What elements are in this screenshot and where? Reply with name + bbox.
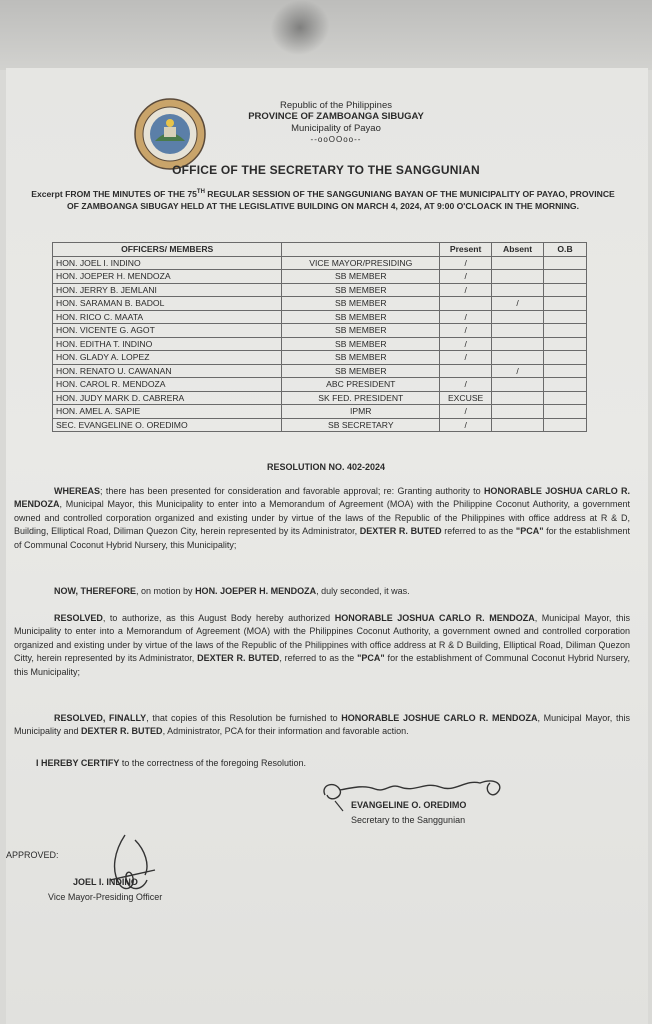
resolved-finally-administrator: DEXTER R. BUTED (81, 726, 163, 737)
resolved-administrator: DEXTER R. BUTED (197, 653, 280, 664)
excerpt-superscript: TH (196, 189, 205, 195)
member-name-cell: HON. CAROL R. MENDOZA (53, 378, 282, 392)
member-name-cell: HON. SARAMAN B. BADOL (53, 297, 282, 311)
table-row (53, 418, 587, 432)
approved-label: APPROVED: (6, 850, 59, 860)
attendance-header-row (53, 243, 587, 257)
absent-cell (492, 378, 544, 392)
table-row (53, 297, 587, 311)
whereas-text: ; there has been presented for consideration and favorable approval; re: Granting authority to (100, 486, 484, 496)
present-cell (440, 364, 492, 378)
present-cell: EXCUSE (440, 391, 492, 405)
absent-cell (492, 310, 544, 324)
whereas-administrator: DEXTER R. BUTED (359, 526, 442, 537)
member-position-cell: SB MEMBER (282, 283, 440, 297)
whereas-mayor-name: HONORABLE JOSHUA CARLO R. MENDOZA (14, 486, 631, 510)
resolved-mayor-name: HONORABLE JOSHUA CARLO R. MENDOZA (334, 613, 535, 623)
member-name-cell: HON. EDITHA T. INDINO (53, 337, 282, 351)
ob-cell (544, 324, 587, 338)
absent-cell (492, 270, 544, 284)
member-name-cell: SEC. EVANGELINE O. OREDIMO (53, 418, 282, 432)
member-position-cell: SB SECRETARY (282, 418, 440, 432)
now-therefore-paragraph (14, 585, 630, 598)
table-row (53, 270, 587, 284)
header-republic: Republic of the Philippines (280, 100, 392, 111)
present-cell: / (440, 337, 492, 351)
table-row (53, 256, 587, 270)
member-position-cell: SB MEMBER (282, 297, 440, 311)
resolved-finally-paragraph (14, 712, 630, 739)
whereas-text-2: , Municipal Mayor, this Municipality to enter into a Memorandum of Agreement (MOA) with the Philippine Coconut Authority, a government owned and controlled corporation organized and existing under by virtue of the laws of the Republic of the Philippines with office address at R & D, Building, Elliptical Road, Diliman Quezon City, herein represented by its Administrator, (14, 499, 630, 537)
ob-cell (544, 283, 587, 297)
secretary-name: EVANGELINE O. OREDIMO (351, 800, 467, 810)
member-name-cell: HON. GLADY A. LOPEZ (53, 351, 282, 365)
absent-cell (492, 256, 544, 270)
whereas-keyword: WHEREAS (54, 486, 101, 496)
table-row (53, 310, 587, 324)
member-position-cell: SB MEMBER (282, 364, 440, 378)
member-position-cell: SB MEMBER (282, 351, 440, 365)
secretary-title: Secretary to the Sanggunian (351, 815, 466, 825)
excerpt-text-cont: REGULAR SESSION OF THE SANGGUNIANG BAYAN OF THE MUNICIPALITY OF PAYAO, PROVINCE OF ZAMBOANGA SIBUGAY HELD AT THE LEGISLATIVE BUILDING ON MARCH 4, 2024, AT 9:00 O'CLOACK IN THE MORNING. (67, 188, 615, 211)
attendance-body (53, 256, 587, 432)
col-header-absent: Absent (492, 243, 544, 257)
col-header-present: Present (440, 243, 492, 257)
now-therefore-keyword: NOW, THEREFORE (54, 586, 137, 596)
absent-cell (492, 405, 544, 419)
ob-cell (544, 405, 587, 419)
excerpt-text: Excerpt FROM THE MINUTES OF THE 75 (31, 188, 197, 199)
present-cell: / (440, 418, 492, 432)
office-title: OFFICE OF THE SECRETARY TO THE SANGGUNIAN (172, 163, 480, 177)
table-row (53, 324, 587, 338)
resolved-keyword: RESOLVED (54, 613, 103, 623)
table-row (53, 351, 587, 365)
member-name-cell: HON. JERRY B. JEMLANI (53, 283, 282, 297)
member-position-cell: IPMR (282, 405, 440, 419)
certify-text: to the correctness of the foregoing Resolution. (119, 758, 306, 768)
member-position-cell: SK FED. PRESIDENT (282, 391, 440, 405)
absent-cell: / (492, 297, 544, 311)
resolved-finally-mayor: HONORABLE JOSHUE CARLO R. MENDOZA (341, 713, 538, 723)
table-row (53, 405, 587, 419)
present-cell (440, 297, 492, 311)
resolved-paragraph (14, 612, 630, 679)
resolution-number: RESOLUTION NO. 402-2024 (266, 462, 386, 472)
vice-mayor-name: JOEL I. INDINO (73, 877, 138, 887)
absent-cell (492, 324, 544, 338)
absent-cell (492, 337, 544, 351)
col-header-members: OFFICERS/ MEMBERS (53, 243, 282, 257)
absent-cell (492, 418, 544, 432)
member-name-cell: HON. RICO C. MAATA (53, 310, 282, 324)
ob-cell (544, 310, 587, 324)
member-name-cell: HON. AMEL A. SAPIE (53, 405, 282, 419)
now-therefore-text-2: , duly seconded, it was. (316, 586, 410, 596)
ob-cell (544, 337, 587, 351)
member-position-cell: SB MEMBER (282, 310, 440, 324)
table-row (53, 391, 587, 405)
whereas-text-4: for the establishment of Communal Coconut Hybrid Nursery, this Municipality; (14, 526, 630, 550)
vice-mayor-title: Vice Mayor-Presiding Officer (48, 892, 163, 902)
member-name-cell: HON. RENATO U. CAWANAN (53, 364, 282, 378)
present-cell: / (440, 283, 492, 297)
resolved-finally-text-2: , Municipal Mayor, this Municipality and (14, 713, 630, 737)
member-position-cell: VICE MAYOR/PRESIDING (282, 256, 440, 270)
col-header-ob: O.B (544, 243, 587, 257)
present-cell: / (440, 310, 492, 324)
member-name-cell: HON. VICENTE G. AGOT (53, 324, 282, 338)
table-row (53, 378, 587, 392)
header-province: PROVINCE OF ZAMBOANGA SIBUGAY (248, 111, 424, 122)
present-cell: / (440, 324, 492, 338)
present-cell: / (440, 405, 492, 419)
absent-cell (492, 283, 544, 297)
member-position-cell: ABC PRESIDENT (282, 378, 440, 392)
absent-cell (492, 391, 544, 405)
table-row (53, 283, 587, 297)
table-row (53, 364, 587, 378)
attendance-table (52, 242, 587, 432)
certify-keyword: I HEREBY CERTIFY (36, 758, 120, 768)
ob-cell (544, 270, 587, 284)
resolved-pca: "PCA" (357, 653, 385, 664)
col-header-position (282, 243, 440, 257)
ob-cell (544, 418, 587, 432)
resolved-finally-text: , that copies of this Resolution be furnished to (146, 713, 342, 723)
member-name-cell: HON. JOEL I. INDINO (53, 256, 282, 270)
member-position-cell: SB MEMBER (282, 324, 440, 338)
whereas-pca: "PCA" (515, 526, 544, 537)
whereas-text-3: referred to as the (441, 526, 516, 537)
present-cell: / (440, 270, 492, 284)
absent-cell (492, 351, 544, 365)
resolved-text-2: , Municipal Mayor, this Municipality to enter into a Memorandum of Agreement (MOA) with the Philippines Coconut Authority, a government owned and controlled corporation organized and existing under by virtue of the laws of the Republic of the Philippines with office address at R & D Building, Elliptical Road, Diliman Quezon Citty, herein represented by its Administrator, (14, 613, 630, 664)
table-row (53, 337, 587, 351)
present-cell: / (440, 256, 492, 270)
ob-cell (544, 378, 587, 392)
absent-cell: / (492, 364, 544, 378)
present-cell: / (440, 351, 492, 365)
resolved-finally-keyword: RESOLVED, FINALLY (54, 713, 147, 723)
resolved-text-4: for the establishment of Communal Coconut Hybrid Nursery, this Municipality; (14, 653, 631, 677)
resolved-finally-text-3: , Administrator, PCA for their information and favorable action. (162, 726, 409, 737)
ob-cell (544, 297, 587, 311)
whereas-paragraph (14, 485, 630, 552)
member-position-cell: SB MEMBER (282, 270, 440, 284)
header-municipality: Municipality of Payao (291, 123, 381, 134)
ob-cell (544, 364, 587, 378)
motion-by-name: HON. JOEPER H. MENDOZA (195, 586, 317, 596)
resolved-text-3: , referred to as the (279, 653, 358, 664)
ob-cell (544, 391, 587, 405)
ob-cell (544, 256, 587, 270)
header-divider: --ooOOoo-- (310, 135, 362, 144)
ob-cell (544, 351, 587, 365)
minutes-excerpt (28, 186, 618, 212)
resolved-text: , to authorize, as this August Body hereby authorized (102, 613, 335, 623)
member-position-cell: SB MEMBER (282, 337, 440, 351)
present-cell: / (440, 378, 492, 392)
now-therefore-text: , on motion by (136, 586, 196, 596)
member-name-cell: HON. JUDY MARK D. CABRERA (53, 391, 282, 405)
member-name-cell: HON. JOEPER H. MENDOZA (53, 270, 282, 284)
